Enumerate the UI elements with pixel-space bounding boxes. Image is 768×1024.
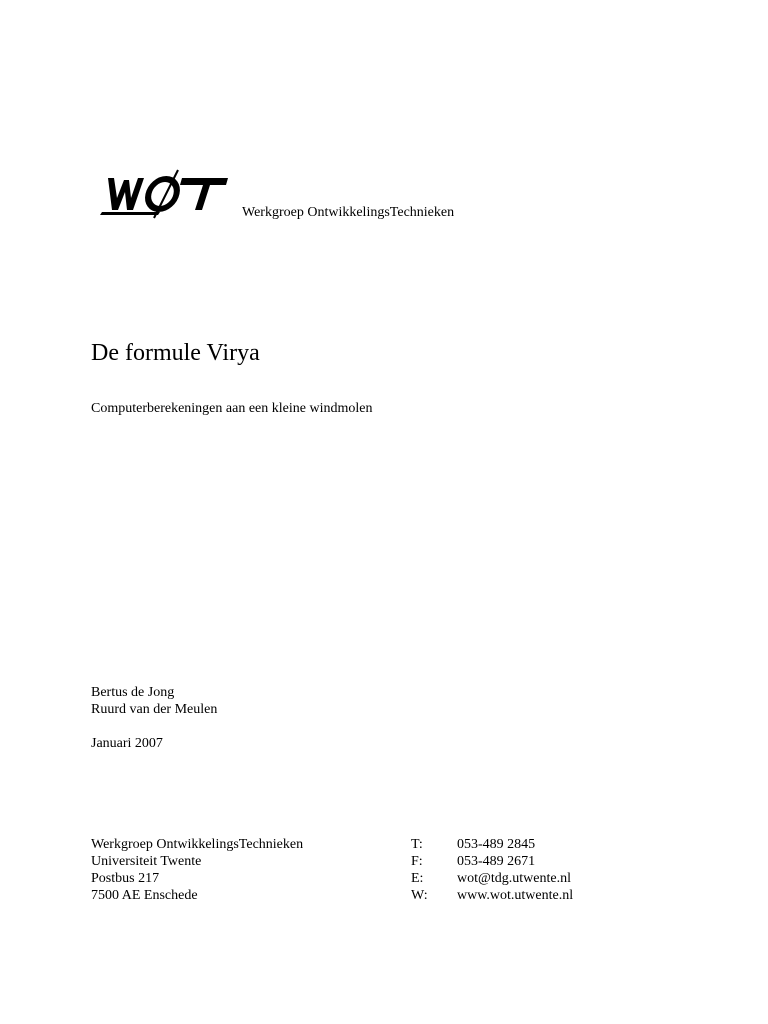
author-list — [91, 684, 217, 718]
wot-logo — [100, 168, 232, 224]
contact-label: F: — [411, 854, 423, 869]
address-block — [91, 836, 303, 904]
contact-phone — [411, 836, 573, 853]
document-title: De formule Virya — [91, 340, 260, 366]
contact-label: W: — [411, 888, 428, 903]
org-header-name: Werkgroep OntwikkelingsTechnieken — [242, 205, 455, 220]
author-name: Bertus de Jong — [91, 685, 175, 700]
document-date: Januari 2007 — [91, 736, 163, 751]
contact-email — [411, 870, 573, 887]
contact-label: T: — [411, 837, 423, 852]
contact-value: 053-489 2845 — [457, 837, 536, 852]
contact-value: wot@tdg.utwente.nl — [457, 871, 571, 886]
author-name: Ruurd van der Meulen — [91, 702, 218, 717]
document-subtitle: Computerberekeningen aan een kleine windmolen — [91, 401, 373, 416]
contact-website — [411, 887, 573, 904]
contact-block — [411, 836, 573, 904]
address-line: Postbus 217 — [91, 871, 160, 886]
contact-fax — [411, 853, 573, 870]
address-line: 7500 AE Enschede — [91, 888, 198, 903]
address-line: Werkgroep OntwikkelingsTechnieken — [91, 837, 304, 852]
contact-value: www.wot.utwente.nl — [457, 888, 574, 903]
address-line: Universiteit Twente — [91, 854, 202, 869]
contact-label: E: — [411, 871, 424, 886]
contact-value: 053-489 2671 — [457, 854, 536, 869]
